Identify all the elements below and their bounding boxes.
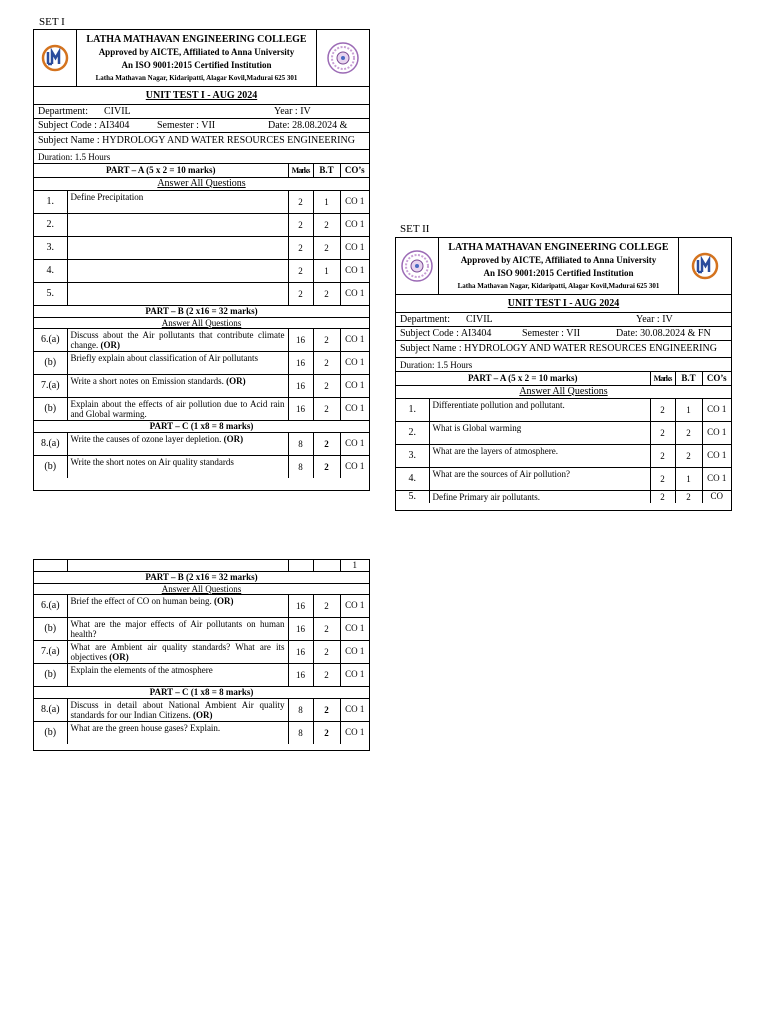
question-row <box>396 444 731 467</box>
set2-department-row <box>396 313 731 327</box>
question-row <box>34 190 369 213</box>
marks-value: 8 <box>288 455 313 478</box>
question-row <box>34 328 369 351</box>
part-c-title: PART – C (1 x8 = 8 marks) <box>34 420 369 432</box>
co-value: CO 1 <box>702 421 731 444</box>
bt-value: 2 <box>313 432 340 455</box>
carry-co: 1 <box>352 560 357 570</box>
question-number: (b) <box>34 663 67 686</box>
bt-value: 2 <box>313 213 340 236</box>
or-label: (OR) <box>214 595 234 606</box>
semester: Semester : VII <box>522 328 581 339</box>
bt-value: 2 <box>313 282 340 305</box>
co-value: CO 1 <box>340 236 369 259</box>
marks-value: 16 <box>288 617 313 640</box>
co-value: CO 1 <box>340 721 369 744</box>
answer-all-label: Answer All Questions <box>34 177 369 190</box>
question-text: Write the causes of ozone layer depletion. (OR) <box>67 432 288 455</box>
exam-date: Date: 30.08.2024 & FN <box>616 328 711 339</box>
bt-value: 1 <box>675 467 702 490</box>
question-row <box>396 490 731 503</box>
question-text: What are the green house gases? Explain. <box>67 721 288 744</box>
marks-value: 2 <box>288 190 313 213</box>
part-a-title: PART – A (5 x 2 = 10 marks) <box>396 372 650 385</box>
marks-value: 16 <box>288 374 313 397</box>
question-row <box>34 259 369 282</box>
co-value: CO 1 <box>340 594 369 617</box>
subject-code: Subject Code : AI3404 <box>38 120 130 131</box>
college-name: LATHA MATHAVAN ENGINEERING COLLEGE <box>448 242 669 253</box>
question-row <box>396 421 731 444</box>
college-iso: An ISO 9001:2015 Certified Institution <box>483 268 634 278</box>
co-value: CO 1 <box>340 190 369 213</box>
set2-question-table <box>396 372 731 503</box>
question-number: (b) <box>34 721 67 744</box>
question-number: (b) <box>34 617 67 640</box>
marks-value: 16 <box>288 594 313 617</box>
bt-value: 1 <box>313 259 340 282</box>
or-label: (OR) <box>100 339 120 350</box>
bt-value: 2 <box>313 617 340 640</box>
question-text: What are the layers of atmosphere. <box>429 444 650 467</box>
college-address: Latha Mathavan Nagar, Kidaripatti, Alagar Kovil,Madurai 625 301 <box>95 74 298 82</box>
question-row <box>396 467 731 490</box>
question-number: 1. <box>34 190 67 213</box>
year-label: Year : IV <box>636 314 673 325</box>
question-text: What are the sources of Air pollution? <box>429 467 650 490</box>
bt-value: 2 <box>313 640 340 663</box>
answer-all-label: Answer All Questions <box>34 583 369 594</box>
set2-subject-code-row <box>396 327 731 341</box>
co-value: CO 1 <box>340 213 369 236</box>
question-row <box>34 213 369 236</box>
question-row <box>34 351 369 374</box>
marks-value: 2 <box>288 236 313 259</box>
set2-sheet <box>395 237 732 511</box>
marks-value: 2 <box>288 213 313 236</box>
bt-header: B.T <box>675 372 702 385</box>
marks-value: 8 <box>288 698 313 721</box>
bt-value: 2 <box>313 663 340 686</box>
question-number: 6.(a) <box>34 594 67 617</box>
question-number: 4. <box>396 467 429 490</box>
question-number: (b) <box>34 455 67 478</box>
question-row <box>34 721 369 744</box>
department-label: Department: <box>400 314 450 325</box>
co-value: CO 1 <box>702 467 731 490</box>
question-text: Briefly explain about classification of Air pollutants <box>67 351 288 374</box>
question-text: Differentiate pollution and pollutant. <box>429 398 650 421</box>
question-row <box>34 594 369 617</box>
part-b-title: PART – B (2 x16 = 32 marks) <box>34 305 369 317</box>
question-number: 7.(a) <box>34 640 67 663</box>
part-c-title: PART – C (1 x8 = 8 marks) <box>34 686 369 698</box>
or-label: (OR) <box>192 709 213 720</box>
set1-duration: Duration: 1.5 Hours <box>34 150 369 164</box>
question-row <box>34 663 369 686</box>
question-text: Explain about the effects of air pollution due to Acid rain and Global warming. <box>67 397 288 420</box>
college-approval: Approved by AICTE, Affiliated to Anna University <box>460 255 657 265</box>
marks-value: 2 <box>650 490 675 503</box>
question-row <box>34 432 369 455</box>
question-row <box>34 455 369 478</box>
question-row <box>34 617 369 640</box>
or-label: (OR) <box>223 433 244 444</box>
question-number: (b) <box>34 351 67 374</box>
marks-value: 16 <box>288 640 313 663</box>
cos-header: CO’s <box>706 373 727 384</box>
co-value: CO 1 <box>340 259 369 282</box>
question-text: Brief the effect of CO on human being. (OR) <box>67 594 288 617</box>
department-value: CIVIL <box>466 314 493 325</box>
question-text: Define Precipitation <box>67 190 288 213</box>
department-label: Department: <box>38 106 88 117</box>
question-number: 1. <box>396 398 429 421</box>
question-number: 8.(a) <box>34 432 67 455</box>
department-value: CIVIL <box>104 106 131 117</box>
set2-header <box>396 238 731 295</box>
part-b-title: PART – B (2 x16 = 32 marks) <box>34 571 369 583</box>
marks-value: 2 <box>650 444 675 467</box>
bt-value: 2 <box>313 455 340 478</box>
bt-value: 2 <box>675 421 702 444</box>
marks-value: 2 <box>650 421 675 444</box>
marks-value: 2 <box>288 282 313 305</box>
college-approval: Approved by AICTE, Affiliated to Anna University <box>98 47 295 57</box>
set2-label: SET II <box>400 223 430 235</box>
question-text: Discuss in detail about National Ambient Air quality standards for our Indian Citizens. (OR) <box>67 698 288 721</box>
college-name: LATHA MATHAVAN ENGINEERING COLLEGE <box>86 34 307 45</box>
set1-label: SET I <box>39 16 65 28</box>
co-value: CO 1 <box>340 432 369 455</box>
bt-value: 2 <box>675 490 702 503</box>
question-number: 2. <box>34 213 67 236</box>
or-label: (OR) <box>226 375 246 386</box>
co-value: CO 1 <box>340 617 369 640</box>
question-number: 8.(a) <box>34 698 67 721</box>
set1-department-row <box>34 105 369 119</box>
set1-header <box>34 30 369 87</box>
marks-header: Marks <box>288 164 313 177</box>
question-number: 5. <box>396 490 429 503</box>
co-value: CO 1 <box>340 455 369 478</box>
college-header-text <box>439 238 678 294</box>
marks-header: Marks <box>650 372 675 385</box>
co-value: CO 1 <box>340 663 369 686</box>
question-row <box>34 640 369 663</box>
question-row <box>34 374 369 397</box>
set1-subject-name: Subject Name : HYDROLOGY AND WATER RESOURCES ENGINEERING <box>34 133 369 150</box>
answer-all-label: Answer All Questions <box>396 385 731 398</box>
co-value: CO 1 <box>702 398 731 421</box>
question-text: Explain the elements of the atmosphere <box>67 663 288 686</box>
co-value: CO 1 <box>340 640 369 663</box>
marks-value: 16 <box>288 663 313 686</box>
subject-code: Subject Code : AI3404 <box>400 328 492 339</box>
bt-value: 2 <box>313 698 340 721</box>
question-text: Write the short notes on Air quality standards <box>67 455 288 478</box>
marks-value: 2 <box>650 398 675 421</box>
co-value: CO 1 <box>340 351 369 374</box>
question-number: 3. <box>34 236 67 259</box>
marks-value: 2 <box>650 467 675 490</box>
marks-value: 8 <box>288 432 313 455</box>
marks-value: 8 <box>288 721 313 744</box>
marks-value: 16 <box>288 397 313 420</box>
college-address: Latha Mathavan Nagar, Kidaripatti, Alagar Kovil,Madurai 625 301 <box>457 282 660 290</box>
set1-subject-code-row <box>34 119 369 133</box>
set2-continuation-table <box>34 560 369 744</box>
bt-value: 2 <box>313 721 340 744</box>
co-value: CO 1 <box>340 374 369 397</box>
exam-date: Date: 28.08.2024 & <box>268 120 348 131</box>
co-value: CO 1 <box>340 397 369 420</box>
cos-header: CO’s <box>344 165 365 176</box>
set2-test-title: UNIT TEST I - AUG 2024 <box>396 295 731 313</box>
co-value: CO 1 <box>702 444 731 467</box>
bt-value: 1 <box>675 398 702 421</box>
bt-header: B.T <box>313 164 340 177</box>
question-number: 4. <box>34 259 67 282</box>
question-row <box>34 397 369 420</box>
semester: Semester : VII <box>157 120 216 131</box>
marks-value: 2 <box>288 259 313 282</box>
question-text: What are the major effects of Air pollutants on human health? <box>67 617 288 640</box>
college-header-text <box>77 30 316 86</box>
question-text <box>67 213 288 236</box>
question-text: Write a short notes on Emission standards. (OR) <box>67 374 288 397</box>
question-row <box>396 398 731 421</box>
bt-value: 2 <box>313 328 340 351</box>
marks-value: 16 <box>288 328 313 351</box>
question-number: 7.(a) <box>34 374 67 397</box>
university-emblem <box>396 238 439 294</box>
bt-value: 2 <box>313 397 340 420</box>
bt-value: 2 <box>675 444 702 467</box>
co-value: CO 1 <box>340 698 369 721</box>
set1-test-title: UNIT TEST I - AUG 2024 <box>34 87 369 105</box>
question-text: What are Ambient air quality standards? What are its objectives (OR) <box>67 640 288 663</box>
bt-value: 2 <box>313 594 340 617</box>
set2-duration: Duration: 1.5 Hours <box>396 358 731 372</box>
college-logo <box>678 238 731 294</box>
bt-value: 2 <box>313 236 340 259</box>
question-text: Define Primary air pollutants. <box>429 490 650 503</box>
set2-subject-name: Subject Name : HYDROLOGY AND WATER RESOURCES ENGINEERING <box>396 341 731 358</box>
answer-all-label: Answer All Questions <box>34 317 369 328</box>
co-value: CO 1 <box>340 282 369 305</box>
college-iso: An ISO 9001:2015 Certified Institution <box>121 60 272 70</box>
question-number: 2. <box>396 421 429 444</box>
question-text <box>67 282 288 305</box>
question-text <box>67 236 288 259</box>
question-row <box>34 236 369 259</box>
set1-sheet <box>33 29 370 491</box>
bt-value: 2 <box>313 374 340 397</box>
question-row <box>34 282 369 305</box>
co-value: CO 1 <box>340 328 369 351</box>
question-text: Discuss about the Air pollutants that contribute climate change. (OR) <box>67 328 288 351</box>
university-emblem <box>316 30 369 86</box>
question-number: (b) <box>34 397 67 420</box>
or-label: (OR) <box>109 651 129 662</box>
year-label: Year : IV <box>274 106 311 117</box>
college-logo <box>34 30 77 86</box>
bt-value: 1 <box>313 190 340 213</box>
question-text <box>67 259 288 282</box>
question-text: What is Global warming <box>429 421 650 444</box>
co-value: CO <box>702 490 731 503</box>
question-number: 6.(a) <box>34 328 67 351</box>
question-number: 3. <box>396 444 429 467</box>
question-number: 5. <box>34 282 67 305</box>
question-row <box>34 698 369 721</box>
bt-value: 2 <box>313 351 340 374</box>
part-a-title: PART – A (5 x 2 = 10 marks) <box>34 164 288 177</box>
set1-question-table <box>34 164 369 478</box>
set2-continuation-sheet <box>33 559 370 751</box>
marks-value: 16 <box>288 351 313 374</box>
